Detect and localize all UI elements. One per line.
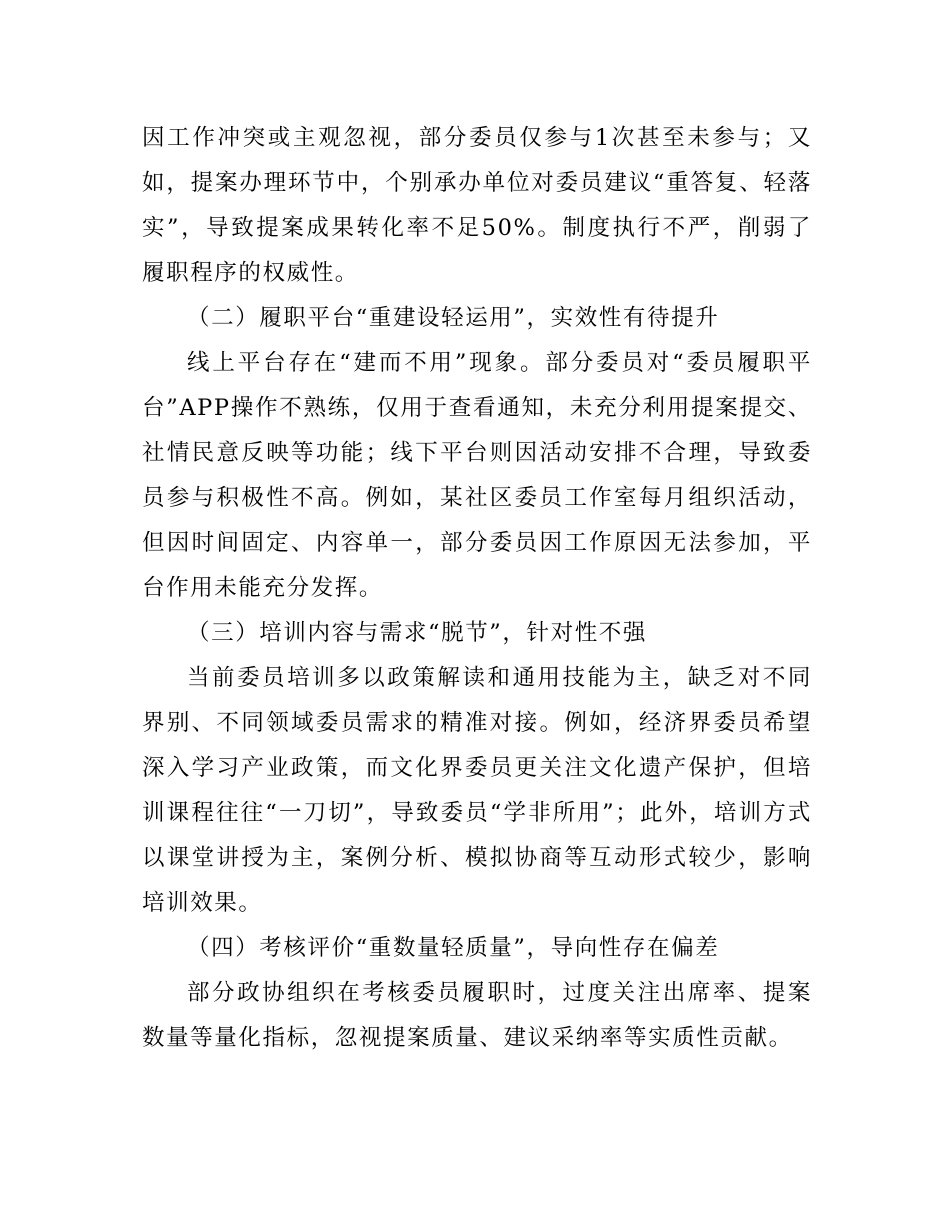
- paragraph-training: 当前委员培训多以政策解读和通用技能为主，缺乏对不同界别、不同领域委员需求的精准对接。例如，经济界委员希望深入学习产业政策，而文化界委员更关注文化遗产保护，但培训课程往往“一刀切”，导致委员“学非所用”；此外，培训方式以课堂讲授为主，案例分析、模拟协商等互动形式较少，影响培训效果。: [142, 665, 812, 916]
- paragraph-continuation: 因工作冲突或主观忽视，部分委员仅参与1次甚至未参与；又如，提案办理环节中，个别承办单位对委员建议“重答复、轻落实”，导致提案成果转化率不足50%。制度执行不严，削弱了履职程序的权威性。: [142, 125, 812, 286]
- section-heading-3: （三）培训内容与需求“脱节”，针对性不强: [187, 620, 648, 646]
- section-heading-4: （四）考核评价“重数量轻质量”，导向性存在偏差: [187, 935, 720, 961]
- paragraph-evaluation: 部分政协组织在考核委员履职时，过度关注出席率、提案数量等量化指标，忽视提案质量、建议采纳率等实质性贡献。: [142, 980, 812, 1051]
- paragraph-platform: 线上平台存在“建而不用”现象。部分委员对“委员履职平台”APP操作不熟练，仅用于查看通知，未充分利用提案提交、社情民意反映等功能；线下平台则因活动安排不合理，导致委员参与积极性不高。例如，某社区委员工作室每月组织活动，但因时间固定、内容单一，部分委员因工作原因无法参加，平台作用未能充分发挥。: [142, 350, 812, 601]
- section-heading-2: （二）履职平台“重建设轻运用”，实效性有待提升: [187, 305, 720, 331]
- document-body: [142, 116, 812, 1061]
